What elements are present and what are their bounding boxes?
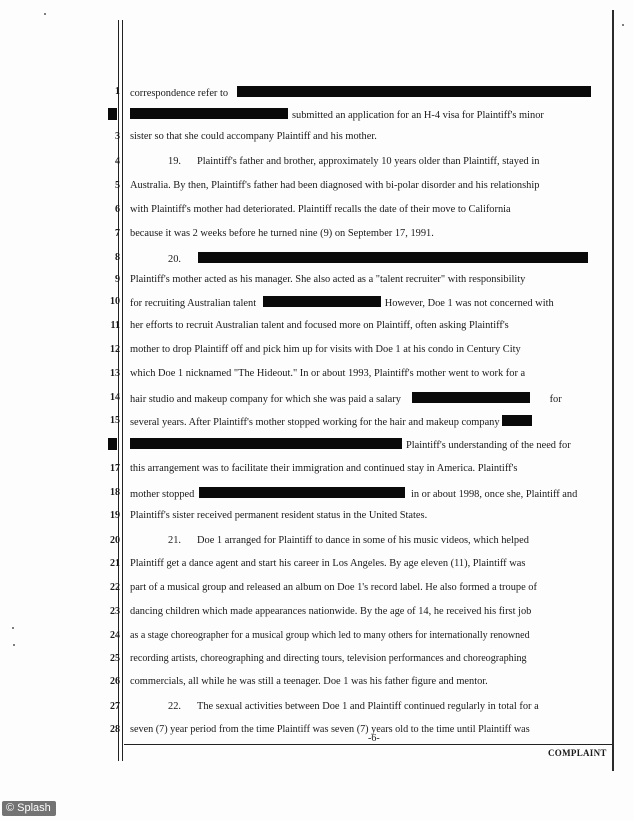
text-line [130, 180, 610, 192]
line-number: 25 [110, 653, 120, 664]
line-text: recording artists, choreographing and directing tours, television performances and choreographing [130, 653, 527, 664]
line-text: with Plaintiff's mother had deteriorated. Plaintiff recalls the date of their move to California [130, 204, 511, 215]
line-text: several years. After Plaintiff's mother stopped working for the hair and makeup company [130, 417, 500, 428]
page-number: -6- [368, 733, 380, 744]
line-number: 24 [110, 630, 120, 641]
line-number: 9 [115, 274, 120, 285]
line-text: this arrangement was to facilitate their immigration and continued stay in America. Plaintiff's [130, 463, 518, 474]
redaction-bar [130, 438, 402, 449]
redaction-bar [237, 86, 591, 97]
line-text: Plaintiff get a dance agent and start his career in Los Angeles. By age eleven (11), Plaintiff was [130, 558, 526, 569]
line-number: 26 [110, 676, 120, 687]
text-line [130, 392, 610, 406]
left-margin-rule-inner [122, 20, 123, 761]
line-text: as a stage choreographer for a musical group which led to many others for internationally renowned [130, 630, 530, 641]
text-line [130, 156, 634, 168]
line-number: 27 [110, 701, 120, 712]
redaction-bar [263, 296, 381, 307]
text-line [130, 274, 610, 286]
line-number: 7 [115, 228, 120, 239]
scan-speck [13, 644, 15, 646]
line-number: 12 [110, 344, 120, 355]
redaction-bar [199, 487, 405, 498]
line-text: because it was 2 weeks before he turned nine (9) on September 17, 1991. [130, 228, 434, 239]
paragraph-number: 20. [168, 254, 181, 265]
text-line [130, 108, 610, 122]
right-margin-rule [612, 10, 614, 771]
text-line [130, 368, 610, 380]
text-line [130, 204, 610, 216]
line-text: which Doe 1 nicknamed "The Hideout." In or about 1993, Plaintiff's mother went to work for a [130, 368, 526, 379]
line-number: 18 [110, 487, 120, 498]
line-text: Doe 1 arranged for Plaintiff to dance in some of his music videos, which helped [197, 535, 529, 546]
text-line [130, 487, 610, 501]
redaction-bar [130, 108, 288, 119]
text-line [130, 510, 610, 522]
paragraph-number: 22. [168, 701, 181, 712]
line-text: Plaintiff's mother acted as his manager. She also acted as a "talent recruiter" with responsibility [130, 274, 526, 285]
line-text: hair studio and makeup company for which she was paid a salary [130, 394, 401, 405]
text-line [130, 676, 610, 688]
line-text: mother to drop Plaintiff off and pick him up for visits with Doe 1 at his condo in Century City [130, 344, 521, 355]
text-line [130, 630, 610, 642]
text-line [130, 131, 610, 143]
line-text: mother stopped [130, 489, 195, 500]
line-text: her efforts to recruit Australian talent and focused more on Plaintiff, often asking Plaintiff's [130, 320, 509, 331]
line-text: Australia. By then, Plaintiff's father had been diagnosed with bi-polar disorder and his relationship [130, 180, 540, 191]
line-text: for [549, 394, 562, 405]
line-number: 3 [115, 131, 120, 142]
paragraph-number: 21. [168, 535, 181, 546]
line-number: 28 [110, 724, 120, 735]
line-number: 14 [110, 392, 120, 403]
line-number: 10 [110, 296, 120, 307]
text-line [130, 320, 610, 332]
scan-speck [44, 13, 46, 15]
text-line [130, 438, 610, 452]
text-line [130, 558, 610, 570]
text-line [130, 252, 634, 266]
line-text: in or about 1998, once she, Plaintiff and [410, 489, 578, 500]
line-text: for recruiting Australian talent [130, 298, 257, 309]
text-line [130, 701, 634, 713]
text-line [130, 463, 610, 475]
line-number: 23 [110, 606, 120, 617]
line-number: 6 [115, 204, 120, 215]
line-text: part of a musical group and released an album on Doe 1's record label. He also formed a troupe of [130, 582, 537, 593]
footer-rule [124, 744, 612, 745]
redacted-line-number [108, 438, 117, 450]
text-line [130, 535, 634, 547]
line-text: The sexual activities between Doe 1 and Plaintiff continued regularly in total for a [197, 701, 539, 712]
scan-speck [622, 24, 624, 26]
scan-speck [12, 627, 14, 629]
line-number: 15 [110, 415, 120, 426]
line-number: 17 [110, 463, 120, 474]
text-line [130, 653, 610, 665]
line-text: sister so that she could accompany Plaintiff and his mother. [130, 131, 377, 142]
line-number: 13 [110, 368, 120, 379]
text-line [130, 606, 610, 618]
redaction-bar [502, 415, 532, 426]
text-line [130, 228, 610, 240]
line-number: 19 [110, 510, 120, 521]
line-text: Plaintiff's sister received permanent resident status in the United States. [130, 510, 428, 521]
document-title-footer: COMPLAINT [548, 748, 607, 758]
text-line [130, 296, 610, 310]
line-number: 4 [115, 156, 120, 167]
line-number: 21 [110, 558, 120, 569]
line-text: Plaintiff's father and brother, approximately 10 years older than Plaintiff, stayed in [197, 156, 540, 167]
line-number: 5 [115, 180, 120, 191]
line-number: 8 [115, 252, 120, 263]
redacted-line-number [108, 108, 117, 120]
text-line [130, 86, 610, 100]
redaction-bar [412, 392, 530, 403]
line-text: commercials, all while he was still a teenager. Doe 1 was his father figure and mentor. [130, 676, 488, 687]
line-number: 11 [110, 320, 120, 331]
text-line [130, 582, 610, 594]
paragraph-number: 19. [168, 156, 181, 167]
line-number: 22 [110, 582, 120, 593]
redaction-bar [198, 252, 588, 263]
text-line [130, 344, 610, 356]
text-line [130, 415, 610, 429]
line-text: correspondence refer to [130, 88, 229, 99]
line-text: Plaintiff's understanding of the need for [406, 440, 571, 451]
line-text: dancing children which made appearances nationwide. By the age of 14, he received his first job [130, 606, 532, 617]
line-number: 20 [110, 535, 120, 546]
line-text: However, Doe 1 was not concerned with [384, 298, 554, 309]
watermark-credit: © Splash [2, 801, 56, 816]
line-number: 1 [115, 86, 120, 97]
line-text: submitted an application for an H-4 visa for Plaintiff's minor [292, 110, 544, 121]
line-text: seven (7) year period from the time Plaintiff was seven (7) years old to the time until Plaintiff was [130, 724, 530, 735]
